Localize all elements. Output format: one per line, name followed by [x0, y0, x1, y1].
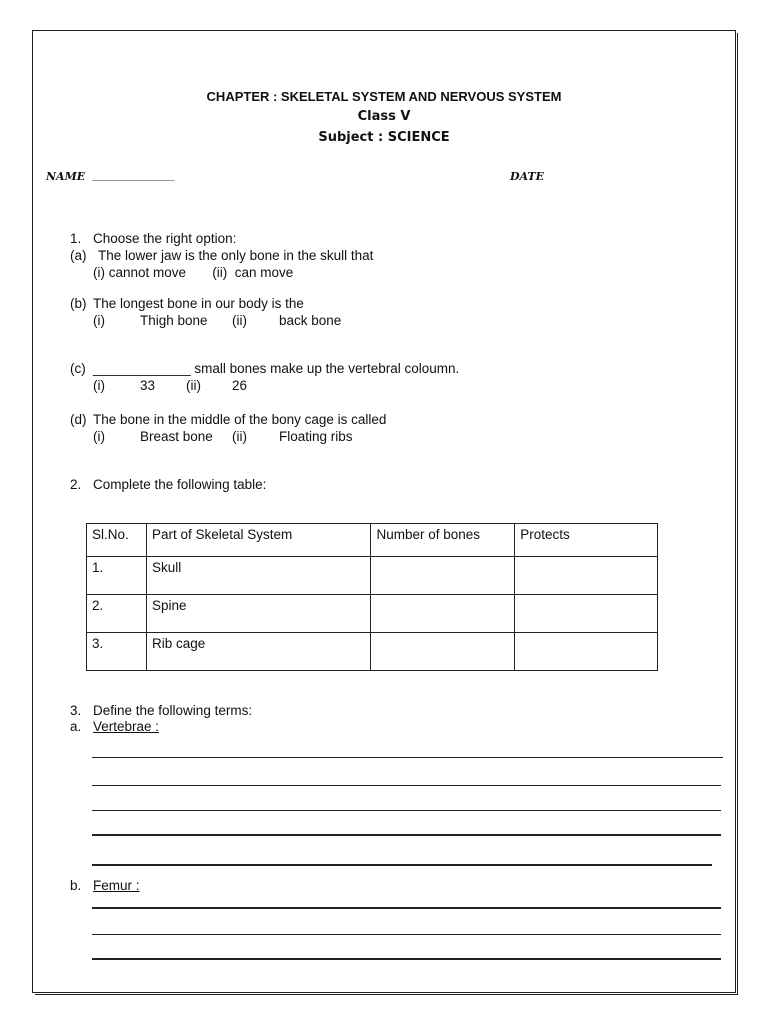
answer-line[interactable]	[92, 907, 721, 909]
q1c-text: _____________ small bones make up the vertebral coloumn.	[93, 361, 460, 376]
answer-line[interactable]	[92, 757, 723, 758]
q3a-label: a.	[70, 719, 82, 734]
q1d-label: (d)	[70, 412, 87, 427]
q1b-opt2-num: (ii)	[232, 313, 247, 328]
q1a-label: (a)	[70, 248, 87, 263]
q1d-opt1-num: (i)	[93, 429, 105, 444]
table-header-cell: Number of bones	[371, 524, 515, 557]
table-row	[87, 633, 658, 671]
q1c-opt1-num: (i)	[93, 378, 105, 393]
table-cell-slno: 1.	[87, 557, 147, 595]
q1d-opt2-num: (ii)	[232, 429, 247, 444]
table-cell-number-blank[interactable]	[371, 595, 515, 633]
q3b-term	[93, 878, 140, 893]
q1b-opt1-num: (i)	[93, 313, 105, 328]
table-cell-part: Rib cage	[146, 633, 371, 671]
q3a-term-text: Vertebrae :	[93, 719, 160, 734]
table-cell-slno: 2.	[87, 595, 147, 633]
skeletal-table	[86, 523, 658, 671]
date-label: DATE	[510, 170, 545, 183]
name-label: NAME	[46, 170, 86, 183]
subject-label: Subject : SCIENCE	[318, 130, 450, 145]
answer-line[interactable]	[92, 864, 712, 866]
q1d-opt1: Breast bone	[140, 429, 213, 444]
q1a-text: The lower jaw is the only bone in the skull that	[98, 248, 374, 263]
q1c-label: (c)	[70, 361, 86, 376]
answer-line[interactable]	[92, 810, 721, 811]
q1c-opt2: 26	[232, 378, 248, 393]
table-cell-protects-blank[interactable]	[515, 557, 658, 595]
chapter-title: CHAPTER : SKELETAL SYSTEM AND NERVOUS SYSTEM	[206, 89, 562, 104]
table-row	[87, 595, 658, 633]
q3a-term	[93, 719, 159, 734]
q2-number: 2.	[70, 477, 82, 492]
class-label: Class V	[357, 109, 411, 124]
table-cell-protects-blank[interactable]	[515, 595, 658, 633]
q1d-text: The bone in the middle of the bony cage is called	[93, 412, 387, 427]
table-cell-slno: 3.	[87, 633, 147, 671]
table-row	[87, 557, 658, 595]
q1a-options: (i) cannot move (ii) can move	[93, 265, 294, 280]
answer-line[interactable]	[92, 958, 721, 960]
q2-text: Complete the following table:	[93, 477, 267, 492]
name-blank[interactable]: _______________	[92, 168, 175, 181]
table-header-row	[87, 524, 658, 557]
q1b-opt2: back bone	[279, 313, 342, 328]
q1b-text: The longest bone in our body is the	[93, 296, 304, 311]
q1-text: Choose the right option:	[93, 231, 237, 246]
table-header-cell: Protects	[515, 524, 658, 557]
q1b-label: (b)	[70, 296, 87, 311]
q3b-label: b.	[70, 878, 82, 893]
table-cell-number-blank[interactable]	[371, 557, 515, 595]
q3-text: Define the following terms:	[93, 703, 253, 718]
q3b-term-text: Femur :	[93, 878, 140, 893]
table-header-cell: Sl.No.	[87, 524, 147, 557]
table-header-cell: Part of Skeletal System	[146, 524, 371, 557]
table-cell-part: Spine	[146, 595, 371, 633]
q1d-opt2: Floating ribs	[279, 429, 353, 444]
answer-line[interactable]	[92, 934, 721, 935]
table-cell-part: Skull	[146, 557, 371, 595]
table-cell-protects-blank[interactable]	[515, 633, 658, 671]
answer-line[interactable]	[92, 785, 721, 786]
q1c-opt2-num: (ii)	[186, 378, 201, 393]
answer-line[interactable]	[92, 834, 721, 836]
table-cell-number-blank[interactable]	[371, 633, 515, 671]
q1c-opt1: 33	[140, 378, 156, 393]
q1b-opt1: Thigh bone	[140, 313, 208, 328]
q3-number: 3.	[70, 703, 82, 718]
q1-number: 1.	[70, 231, 82, 246]
